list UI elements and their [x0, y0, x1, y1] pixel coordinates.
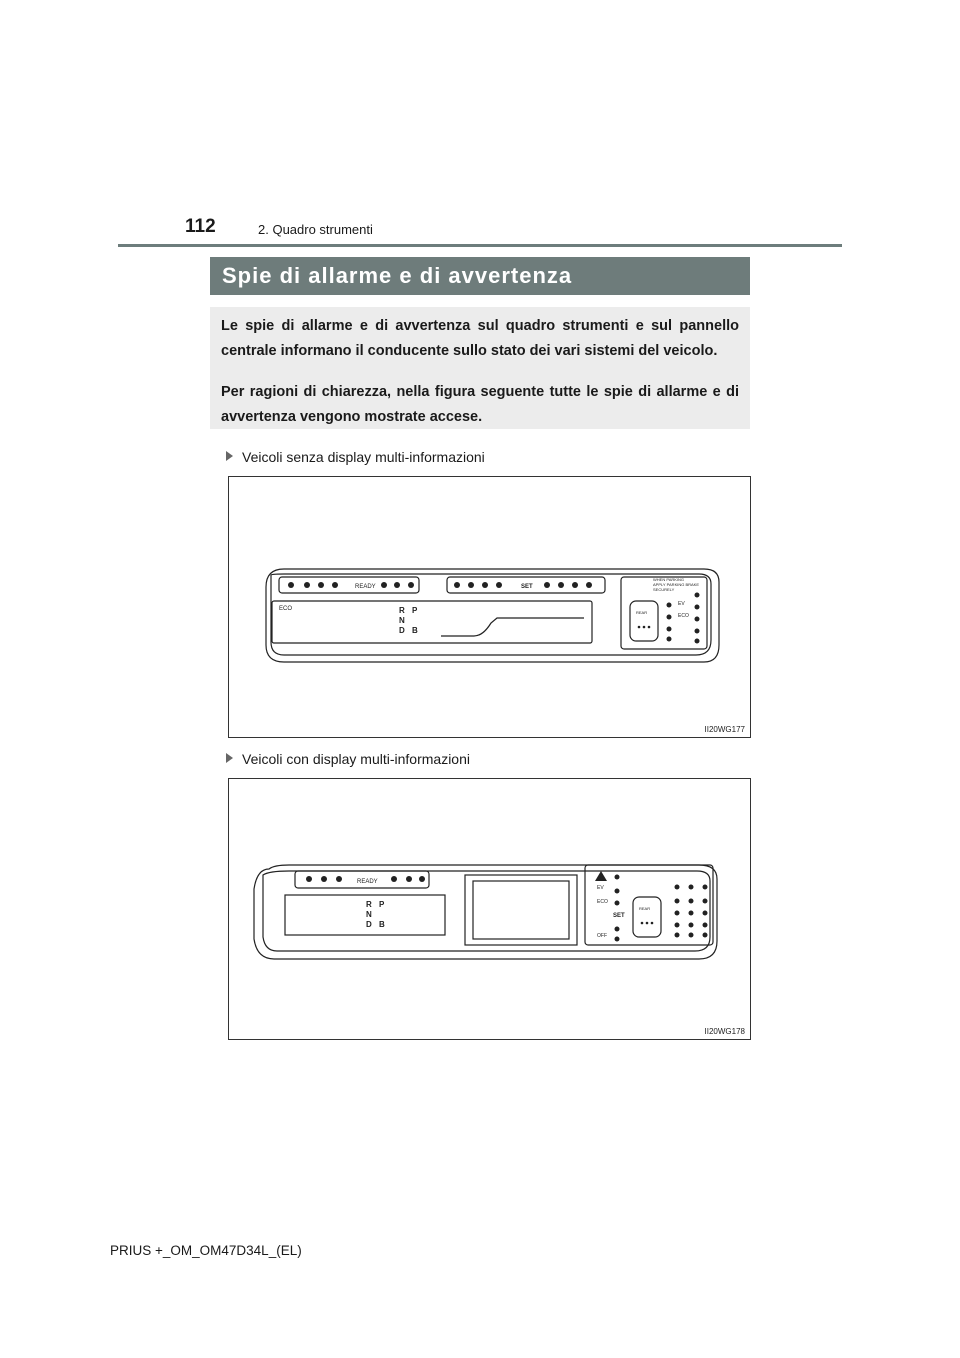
figure2-code: II20WG178 — [704, 1027, 745, 1036]
gear-n-label: N — [399, 616, 405, 625]
ready-label: READY — [355, 584, 376, 590]
rear-seat-indicator — [630, 601, 658, 641]
multi-info-display-outer — [465, 875, 577, 945]
section-title: 2. Quadro strumenti — [258, 222, 373, 237]
gear-b-label: B — [412, 626, 418, 635]
parking-warning-line-1: WHEN PARKING — [653, 577, 685, 582]
title-bar — [210, 257, 750, 295]
gear-d-label: D — [366, 920, 372, 929]
arrow-icon — [226, 451, 233, 461]
rear-label: REAR — [639, 906, 651, 911]
decorative-line — [441, 618, 584, 636]
header-rule — [118, 244, 842, 247]
figure-instrument-panel-1 — [228, 476, 751, 738]
eco-label: ECO — [279, 606, 293, 612]
page-title: Spie di allarme e di avvertenza — [222, 263, 573, 288]
set-label: SET — [613, 913, 625, 919]
figure2-caption-text: Veicoli con display multi-informazioni — [242, 751, 470, 767]
master-warning-icon — [595, 871, 607, 881]
gear-n-label: N — [366, 910, 372, 919]
figure1-caption — [226, 449, 485, 465]
parking-warning-line-3: SECURELY — [653, 587, 675, 592]
arrow-icon — [226, 753, 233, 763]
intro-box — [210, 307, 750, 429]
ev-mode-label: EV — [678, 601, 685, 607]
off-label: OFF — [597, 933, 607, 939]
intro-paragraph-1: Le spie di allarme e di avvertenza sul quadro strumenti e sul pannello centrale informano il conducente sullo stato dei vari sistemi del veicolo. — [221, 318, 739, 359]
gear-d-label: D — [399, 626, 405, 635]
figure1-code: II20WG177 — [704, 725, 745, 734]
gear-r-label: R — [366, 900, 372, 909]
intro-paragraph-2: Per ragioni di chiarezza, nella figura seguente tutte le spie di allarme e di avvertenza vengono mostrate accese. — [221, 384, 739, 425]
main-display-area — [272, 601, 592, 643]
gear-p-label: P — [379, 900, 385, 909]
set-label: SET — [521, 584, 533, 590]
instrument-panel-drawing-2 — [229, 779, 750, 1039]
footer-doc-id: PRIUS +_OM_OM47D34L_(EL) — [110, 1243, 302, 1258]
gear-p-label: P — [412, 606, 418, 615]
figure-instrument-panel-2 — [228, 778, 751, 1040]
figure2-caption — [226, 751, 470, 767]
figure1-caption-text: Veicoli senza display multi-informazioni — [242, 449, 485, 465]
eco-mode-label: ECO — [597, 899, 608, 905]
rear-label: REAR — [636, 610, 648, 615]
instrument-panel-drawing-1 — [229, 477, 750, 737]
gear-r-label: R — [399, 606, 405, 615]
ready-label: READY — [357, 879, 378, 885]
multi-info-display-screen — [473, 881, 569, 939]
gear-b-label: B — [379, 920, 385, 929]
page-number: 112 — [185, 216, 216, 237]
ev-mode-label: EV — [597, 885, 604, 891]
rear-seat-indicator — [633, 897, 661, 937]
parking-warning-line-2: APPLY PARKING BRAKE — [653, 582, 700, 587]
eco-mode-label: ECO — [678, 613, 689, 619]
main-display-area — [285, 895, 445, 935]
